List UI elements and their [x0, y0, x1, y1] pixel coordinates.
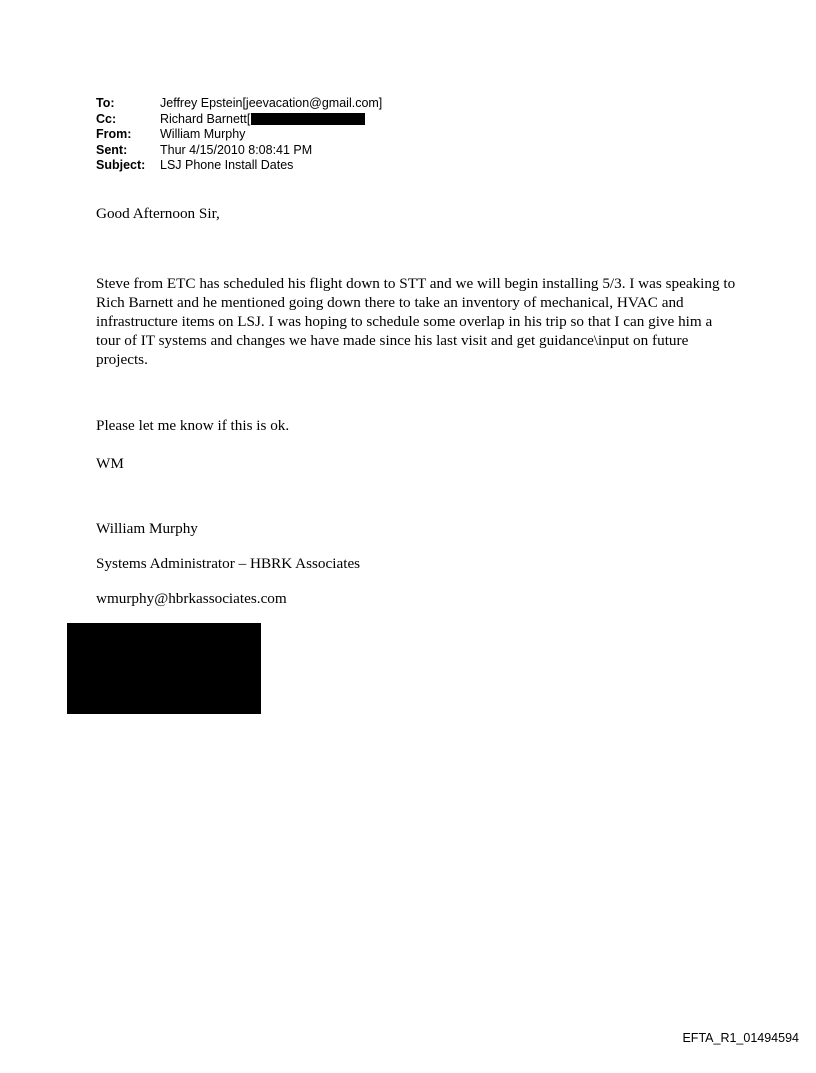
signature-email: wmurphy@hbrkassociates.com [96, 590, 287, 607]
redaction-block [67, 623, 261, 714]
to-label: To: [96, 96, 115, 110]
greeting-text: Good Afternoon Sir, [96, 205, 220, 222]
subject-row [96, 158, 382, 174]
sent-label: Sent: [96, 142, 128, 157]
sent-value: Thur 4/15/2010 8:08:41 PM [160, 142, 313, 157]
to-row [96, 96, 382, 112]
cc-row [96, 112, 382, 128]
email-header [96, 96, 382, 174]
from-row [96, 127, 382, 143]
cc-value: Richard Barnett[ [160, 111, 251, 126]
subject-label: Subject: [96, 158, 146, 172]
document-id: EFTA_R1_01494594 [682, 1031, 799, 1045]
cc-value-wrap [160, 112, 365, 128]
from-value: William Murphy [160, 127, 246, 141]
cc-label: Cc: [96, 111, 117, 126]
subject-value: LSJ Phone Install Dates [160, 158, 294, 172]
from-label: From: [96, 127, 132, 141]
initials-text: WM [96, 455, 124, 472]
main-paragraph: Steve from ETC has scheduled his flight down to STT and we will begin installing 5/3. I was speaking to Rich Barnett and he mentioned going down there to take an inventory of mechanical, HVAC and infrastructure items on LSJ. I was hoping to schedule some overlap in his trip so that I can give him a tour of IT systems and changes we have made since his last visit and get guidance\input on future projects. [96, 275, 736, 368]
to-value: Jeffrey Epstein[jeevacation@gmail.com] [160, 96, 383, 110]
request-text: Please let me know if this is ok. [96, 417, 290, 434]
signature-name: William Murphy [96, 520, 198, 537]
cc-redaction [251, 113, 365, 125]
signature-title: Systems Administrator – HBRK Associates [96, 555, 361, 572]
sent-row [96, 143, 382, 159]
